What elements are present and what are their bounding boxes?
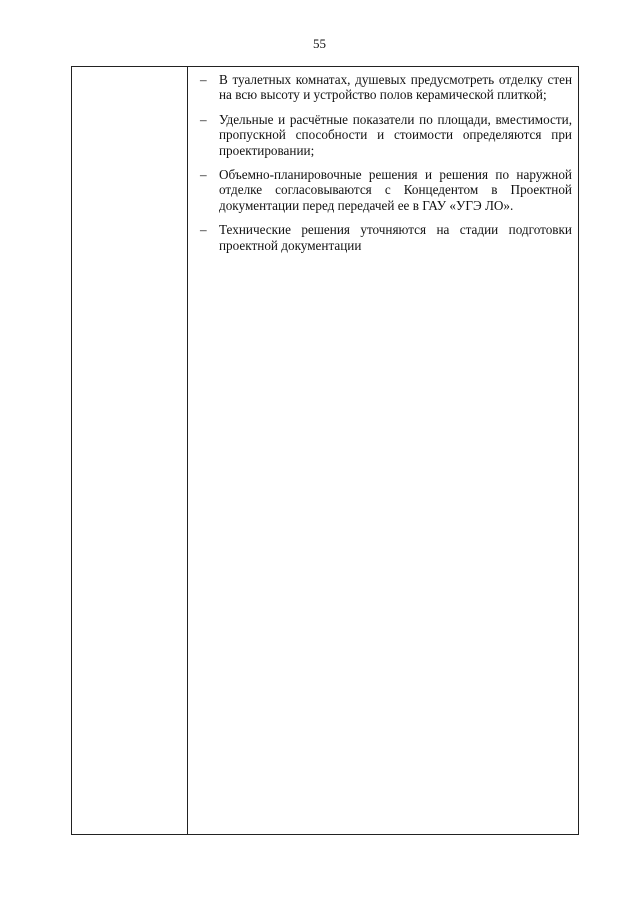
list-item — [200, 112, 572, 158]
list-item-text: Технические решения уточняются на стадии подготовки проектной документации — [219, 222, 572, 253]
list-item — [200, 72, 572, 103]
dash-bullet-icon: – — [200, 167, 207, 183]
document-table — [71, 66, 579, 835]
dash-bullet-icon: – — [200, 111, 207, 127]
list-item — [200, 167, 572, 213]
table-cell-right — [188, 67, 578, 834]
page-number: 55 — [313, 36, 326, 51]
list-item-text: Удельные и расчётные показатели по площади, вместимости, пропускной способности и стоимости определяются при проектировании; — [219, 111, 572, 158]
list-item-text: Объемно-планировочные решения и решения по наружной отделке согласовываются с Концедентом в Проектной документации перед передачей ее в ГАУ «УГЭ ЛО». — [219, 167, 572, 213]
dash-bullet-icon: – — [200, 72, 207, 87]
table-cell-left — [72, 67, 188, 834]
list-item-text: В туалетных комнатах, душевых предусмотреть отделку стен на всю высоту и устройство полов керамической плиткой; — [219, 72, 572, 103]
dash-bullet-icon: – — [200, 222, 207, 238]
list-item — [200, 222, 572, 253]
requirements-list — [200, 72, 572, 253]
